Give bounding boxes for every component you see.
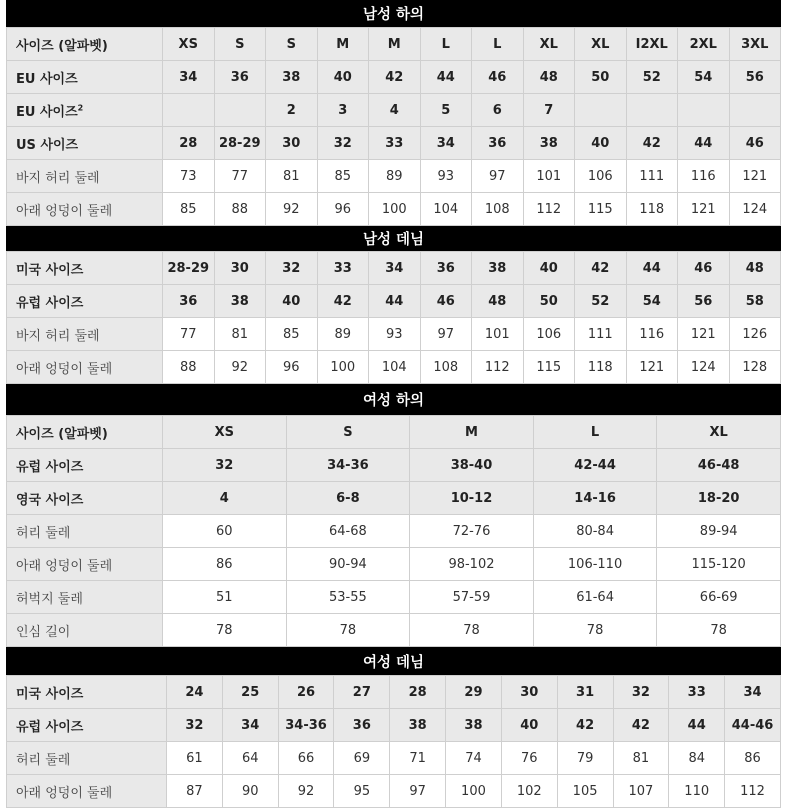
table-row (7, 61, 781, 94)
table-cell: 78 (657, 614, 781, 647)
row-label (7, 614, 163, 647)
table-cell: 108 (472, 193, 524, 226)
table-cell: M (410, 416, 534, 449)
table-cell: 96 (266, 351, 318, 384)
row-label (7, 416, 163, 449)
row-label (7, 285, 163, 318)
section-title: 여성 데님 (6, 647, 781, 675)
table-cell: 85 (163, 193, 215, 226)
womens-denim-table (6, 675, 781, 808)
table-cell: 34-36 (278, 709, 334, 742)
table-cell: 33 (317, 252, 369, 285)
row-label-text: 미국 사이즈 (16, 686, 84, 702)
table-cell: 104 (369, 351, 421, 384)
table-cell: 6-8 (286, 482, 410, 515)
table-cell: 107 (613, 775, 669, 808)
table-cell: 128 (729, 351, 781, 384)
table-cell: 77 (163, 318, 215, 351)
table-cell (575, 94, 627, 127)
table-cell: 80-84 (533, 515, 657, 548)
table-cell: 44 (669, 709, 725, 742)
table-cell: 46 (729, 127, 781, 160)
table-cell: 85 (266, 318, 318, 351)
table-cell: M (369, 28, 421, 61)
table-cell: 90-94 (286, 548, 410, 581)
table-cell: 28 (390, 676, 446, 709)
table-cell: 66 (278, 742, 334, 775)
row-label-text: 인심 길이 (16, 624, 71, 640)
table-cell (678, 94, 730, 127)
section-title: 여성 하의 (6, 384, 781, 415)
row-label (7, 28, 163, 61)
table-cell: 93 (369, 318, 421, 351)
row-label-text: 유럽 사이즈 (16, 459, 84, 475)
table-cell: 42 (575, 252, 627, 285)
table-cell: 78 (163, 614, 287, 647)
table-cell: 53-55 (286, 581, 410, 614)
row-label-text: 유럽 사이즈 (16, 719, 84, 735)
row-label-text: 바지 허리 둘레 (16, 328, 100, 344)
table-cell: 116 (678, 160, 730, 193)
table-cell: 34 (725, 676, 781, 709)
table-cell: 61 (167, 742, 223, 775)
table-row (7, 614, 781, 647)
table-cell: L (533, 416, 657, 449)
table-cell: 95 (334, 775, 390, 808)
table-cell: 76 (501, 742, 557, 775)
mens-denim-table (6, 251, 781, 384)
table-cell: 40 (523, 252, 575, 285)
table-cell: 92 (278, 775, 334, 808)
table-cell (214, 94, 266, 127)
table-cell: S (214, 28, 266, 61)
row-label-superscript: 2 (77, 103, 84, 113)
table-cell: 54 (678, 61, 730, 94)
section-womens-denim (6, 647, 781, 808)
table-cell: 93 (420, 160, 472, 193)
table-row (7, 351, 781, 384)
table-row (7, 581, 781, 614)
table-cell: 50 (523, 285, 575, 318)
table-cell: 32 (317, 127, 369, 160)
table-cell: 30 (214, 252, 266, 285)
table-cell: 115 (575, 193, 627, 226)
table-cell: 110 (669, 775, 725, 808)
table-cell: 112 (472, 351, 524, 384)
table-cell: 26 (278, 676, 334, 709)
row-label (7, 318, 163, 351)
table-cell: 50 (575, 61, 627, 94)
table-cell: 29 (446, 676, 502, 709)
table-cell: 32 (163, 449, 287, 482)
table-cell: 87 (167, 775, 223, 808)
table-cell: 60 (163, 515, 287, 548)
table-cell: 44 (420, 61, 472, 94)
row-label (7, 581, 163, 614)
table-cell: 44 (678, 127, 730, 160)
table-cell: 100 (317, 351, 369, 384)
rows (7, 28, 781, 226)
row-label (7, 94, 163, 127)
row-label-text: 아래 엉덩이 둘레 (16, 785, 113, 801)
table-cell: 34 (163, 61, 215, 94)
table-cell: 42-44 (533, 449, 657, 482)
table-cell: 24 (167, 676, 223, 709)
row-label (7, 709, 167, 742)
table-cell: 58 (729, 285, 781, 318)
table-cell: 97 (390, 775, 446, 808)
table-cell: 40 (501, 709, 557, 742)
table-cell: 28 (163, 127, 215, 160)
table-cell: 28-29 (163, 252, 215, 285)
table-cell: 36 (214, 61, 266, 94)
section-title: 남성 하의 (6, 0, 781, 27)
table-cell: 108 (420, 351, 472, 384)
table-cell: 28-29 (214, 127, 266, 160)
table-cell: 57-59 (410, 581, 534, 614)
table-cell: 104 (420, 193, 472, 226)
table-cell: 100 (446, 775, 502, 808)
table-cell: 56 (678, 285, 730, 318)
table-cell: 106-110 (533, 548, 657, 581)
table-cell: 6 (472, 94, 524, 127)
table-cell: 30 (501, 676, 557, 709)
row-label (7, 160, 163, 193)
table-cell: 38 (214, 285, 266, 318)
table-cell: 64 (222, 742, 278, 775)
row-label (7, 775, 167, 808)
table-cell: 92 (266, 193, 318, 226)
table-cell: 32 (613, 676, 669, 709)
row-label-text: 영국 사이즈 (16, 492, 84, 508)
row-label-text: 유럽 사이즈 (16, 295, 84, 311)
table-cell: 81 (266, 160, 318, 193)
table-cell: 42 (557, 709, 613, 742)
table-cell: 40 (575, 127, 627, 160)
table-cell: 106 (523, 318, 575, 351)
table-row (7, 449, 781, 482)
row-label-text: 아래 엉덩이 둘레 (16, 361, 113, 377)
table-row (7, 515, 781, 548)
table-cell: 121 (626, 351, 678, 384)
rows (7, 252, 781, 384)
table-cell: 72-76 (410, 515, 534, 548)
table-cell: 2XL (678, 28, 730, 61)
table-cell: 5 (420, 94, 472, 127)
table-cell: 48 (472, 285, 524, 318)
table-cell: 25 (222, 676, 278, 709)
table-cell: 64-68 (286, 515, 410, 548)
table-cell: 102 (501, 775, 557, 808)
row-label (7, 61, 163, 94)
row-label-text: 사이즈 (알파벳) (16, 426, 108, 442)
table-cell: 121 (678, 318, 730, 351)
row-label (7, 193, 163, 226)
table-cell: 54 (626, 285, 678, 318)
table-cell: I2XL (626, 28, 678, 61)
table-row (7, 709, 781, 742)
table-row (7, 742, 781, 775)
table-cell: 115-120 (657, 548, 781, 581)
table-cell (626, 94, 678, 127)
table-cell: 112 (725, 775, 781, 808)
table-row (7, 94, 781, 127)
table-cell: 85 (317, 160, 369, 193)
rows (7, 416, 781, 647)
table-cell: 126 (729, 318, 781, 351)
row-label (7, 252, 163, 285)
table-cell: 88 (214, 193, 266, 226)
table-cell: 44-46 (725, 709, 781, 742)
table-cell: 3XL (729, 28, 781, 61)
table-cell: 2 (266, 94, 318, 127)
table-cell: 36 (420, 252, 472, 285)
table-cell: 34 (420, 127, 472, 160)
table-cell: 51 (163, 581, 287, 614)
row-label-text: 미국 사이즈 (16, 262, 84, 278)
table-cell: 92 (214, 351, 266, 384)
table-cell: 46 (678, 252, 730, 285)
table-cell: S (266, 28, 318, 61)
table-cell: XL (523, 28, 575, 61)
row-label (7, 449, 163, 482)
table-row (7, 285, 781, 318)
table-row (7, 28, 781, 61)
table-cell: 14-16 (533, 482, 657, 515)
table-cell: 44 (626, 252, 678, 285)
table-cell: 78 (533, 614, 657, 647)
table-row (7, 775, 781, 808)
table-cell: 97 (472, 160, 524, 193)
table-cell: 10-12 (410, 482, 534, 515)
table-cell: 100 (369, 193, 421, 226)
table-cell: 86 (725, 742, 781, 775)
table-row (7, 548, 781, 581)
table-cell: 98-102 (410, 548, 534, 581)
table-cell: 52 (575, 285, 627, 318)
table-cell: 48 (729, 252, 781, 285)
table-cell: 88 (163, 351, 215, 384)
table-cell: 89 (369, 160, 421, 193)
row-label (7, 127, 163, 160)
table-cell: 27 (334, 676, 390, 709)
row-label-text: 사이즈 (알파벳) (16, 38, 108, 54)
table-cell: 34-36 (286, 449, 410, 482)
row-label-text: 허리 둘레 (16, 752, 71, 768)
table-cell: 42 (613, 709, 669, 742)
table-cell: L (420, 28, 472, 61)
table-row (7, 127, 781, 160)
table-cell: 46 (420, 285, 472, 318)
table-row (7, 318, 781, 351)
table-row (7, 252, 781, 285)
table-cell: 18-20 (657, 482, 781, 515)
table-cell: 74 (446, 742, 502, 775)
table-cell: 124 (729, 193, 781, 226)
table-cell: 46-48 (657, 449, 781, 482)
table-cell: 42 (626, 127, 678, 160)
table-cell: XS (163, 28, 215, 61)
table-cell: 111 (575, 318, 627, 351)
row-label-text: 허벅지 둘레 (16, 591, 83, 607)
table-cell: 40 (317, 61, 369, 94)
table-cell: 33 (369, 127, 421, 160)
table-row (7, 416, 781, 449)
table-cell: XL (657, 416, 781, 449)
row-label (7, 482, 163, 515)
row-label-text: 아래 엉덩이 둘레 (16, 203, 113, 219)
table-cell: 112 (523, 193, 575, 226)
table-cell (163, 94, 215, 127)
table-cell: 33 (669, 676, 725, 709)
mens-bottoms-table (6, 27, 781, 226)
table-cell: 4 (369, 94, 421, 127)
table-row (7, 676, 781, 709)
table-cell: 111 (626, 160, 678, 193)
table-cell: 101 (523, 160, 575, 193)
table-cell: 121 (729, 160, 781, 193)
table-cell: 105 (557, 775, 613, 808)
womens-bottoms-table (6, 415, 781, 647)
table-cell: 101 (472, 318, 524, 351)
table-cell: 90 (222, 775, 278, 808)
table-cell: 7 (523, 94, 575, 127)
table-cell: 36 (472, 127, 524, 160)
section-title: 남성 데님 (6, 226, 781, 251)
table-cell: 81 (214, 318, 266, 351)
table-cell: 38 (390, 709, 446, 742)
row-label (7, 742, 167, 775)
table-cell: 38-40 (410, 449, 534, 482)
table-cell: 118 (626, 193, 678, 226)
table-cell: 79 (557, 742, 613, 775)
table-cell: M (317, 28, 369, 61)
table-cell: 3 (317, 94, 369, 127)
row-label-text: 바지 허리 둘레 (16, 170, 100, 186)
table-cell: 115 (523, 351, 575, 384)
table-cell: 34 (369, 252, 421, 285)
table-cell: 121 (678, 193, 730, 226)
table-cell: 78 (286, 614, 410, 647)
table-cell: 32 (167, 709, 223, 742)
table-cell: 36 (163, 285, 215, 318)
row-label-text: EU 사이즈 (16, 104, 78, 120)
table-cell: 78 (410, 614, 534, 647)
table-cell: 116 (626, 318, 678, 351)
row-label-text: 아래 엉덩이 둘레 (16, 558, 113, 574)
table-cell: 69 (334, 742, 390, 775)
table-cell: 31 (557, 676, 613, 709)
table-cell: 89-94 (657, 515, 781, 548)
table-cell: 38 (472, 252, 524, 285)
table-cell: 52 (626, 61, 678, 94)
table-cell: 46 (472, 61, 524, 94)
table-cell: 84 (669, 742, 725, 775)
section-womens-bottoms (6, 384, 781, 647)
table-cell: 118 (575, 351, 627, 384)
table-cell: 73 (163, 160, 215, 193)
section-mens-denim (6, 226, 781, 384)
table-cell: XL (575, 28, 627, 61)
row-label (7, 676, 167, 709)
table-cell: XS (163, 416, 287, 449)
section-mens-bottoms (6, 0, 781, 226)
table-cell: 66-69 (657, 581, 781, 614)
table-cell: 77 (214, 160, 266, 193)
table-cell: 30 (266, 127, 318, 160)
table-cell: 40 (266, 285, 318, 318)
table-cell: 48 (523, 61, 575, 94)
table-cell: 34 (222, 709, 278, 742)
row-label (7, 351, 163, 384)
table-cell: 96 (317, 193, 369, 226)
table-cell: 97 (420, 318, 472, 351)
table-cell: 4 (163, 482, 287, 515)
table-cell: 71 (390, 742, 446, 775)
table-cell: 38 (266, 61, 318, 94)
table-cell: 42 (317, 285, 369, 318)
table-cell: 56 (729, 61, 781, 94)
table-cell (729, 94, 781, 127)
row-label-text: US 사이즈 (16, 137, 79, 153)
row-label (7, 515, 163, 548)
table-cell: 81 (613, 742, 669, 775)
row-label-text: 허리 둘레 (16, 525, 71, 541)
row-label-text: EU 사이즈 (16, 71, 78, 87)
table-cell: 44 (369, 285, 421, 318)
table-cell: 86 (163, 548, 287, 581)
table-cell: 42 (369, 61, 421, 94)
size-chart-page (6, 0, 781, 808)
rows (7, 676, 781, 808)
table-cell: 38 (446, 709, 502, 742)
table-cell: 89 (317, 318, 369, 351)
table-row (7, 193, 781, 226)
row-label (7, 548, 163, 581)
table-cell: 36 (334, 709, 390, 742)
table-row (7, 482, 781, 515)
table-cell: 124 (678, 351, 730, 384)
table-cell: 106 (575, 160, 627, 193)
table-cell: 61-64 (533, 581, 657, 614)
table-cell: S (286, 416, 410, 449)
table-cell: 38 (523, 127, 575, 160)
table-row (7, 160, 781, 193)
table-cell: L (472, 28, 524, 61)
table-cell: 32 (266, 252, 318, 285)
